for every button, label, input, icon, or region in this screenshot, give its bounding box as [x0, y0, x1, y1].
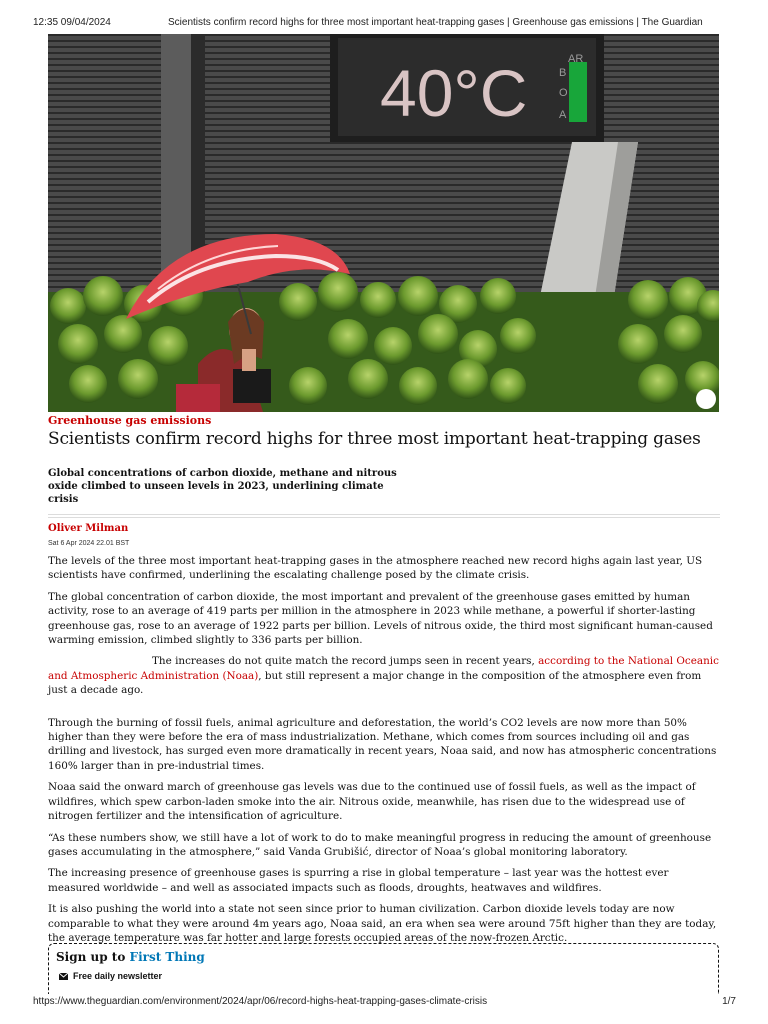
sign-letter-ar: AR: [568, 53, 584, 65]
page-number: 1/7: [722, 996, 736, 1007]
article: [48, 414, 720, 952]
print-datetime: 12:35 09/04/2024: [33, 17, 111, 28]
sign-letter-o: O: [559, 87, 568, 99]
article-body: [48, 554, 720, 945]
paragraph-2: The global concentration of carbon dioxide, the most important and prevalent of the greenhouse gases emitted by human activity, rose to an average of 419 parts per million in the atmosphere in 2023 while methane, a powerful if shorter-lasting greenhouse gas, rose to an average of 1922 parts per billion. Levels of nitrous oxide, the third most significant human-caused warming emission, climbed slightly to 336 parts per billion.: [48, 590, 713, 647]
author-byline[interactable]: Oliver Milman: [48, 523, 129, 534]
envelope-icon: [59, 972, 68, 980]
paragraph-5: Noaa said the onward march of greenhouse gas levels was due to the continued use of fossil fuels, as well as the impact of wildfires, which spew carbon-laden smoke into the air. Nitrous oxide, meanwhile, has risen due to the widespread use of nitrogen fertilizer and the intensification of agriculture.: [48, 781, 696, 823]
newsletter-name[interactable]: First Thing: [129, 950, 205, 964]
print-page-title: Scientists confirm record highs for three most important heat-trapping gases | Greenhouse gas emissions | The Guardian: [168, 17, 703, 28]
hero-photo: [48, 34, 719, 412]
publish-date: Sat 6 Apr 2024 22.01 BST: [48, 540, 130, 547]
signup-lead: Sign up to: [56, 950, 126, 964]
sign-temperature: 40°C: [380, 56, 528, 130]
print-url: https://www.theguardian.com/environment/2024/apr/06/record-highs-heat-trapping-gases-climate-crisis: [33, 996, 488, 1007]
paragraph-3-text-a: The increases do not quite match the record jumps seen in recent years,: [152, 655, 539, 668]
print-header: [0, 0, 768, 34]
noaa-link[interactable]: according to the National Oceanic and Atmospheric Administration (Noaa): [48, 655, 719, 682]
sign-letter-b: B: [559, 67, 567, 79]
hero-photo-illustration: [48, 34, 719, 412]
print-footer: [0, 992, 768, 1012]
paragraph-4: Through the burning of fossil fuels, animal agriculture and deforestation, the world’s CO2 levels are now more than 50% higher than they were before the era of mass industrialization. Methane, which comes from sources including oil and gas drilling and livestock, has surged even more dramatically in recent years, Noaa said, and now has atmospheric concentrations 160% larger than in pre-industrial times.: [48, 716, 717, 772]
article-headline: Scientists confirm record highs for three most important heat-trapping gases: [48, 429, 701, 449]
signup-heading: [56, 950, 205, 964]
paragraph-6: “As these numbers show, we still have a lot of work to do to make meaningful progress in reducing the amount of greenhouse gases accumulating in the atmosphere,” said Vanda Grubišić, director of Noaa’s global monitoring laboratory.: [48, 831, 712, 858]
byline-divider: [48, 514, 720, 520]
paragraph-3-text-b: , but still represent a major change in the composition of the atmosphere even from just a decade ago.: [48, 669, 702, 697]
newsletter-signup: [48, 943, 719, 994]
paragraph-1: The levels of the three most important heat-trapping gases in the atmosphere reached new record highs again last year, US scientists have confirmed, underlining the escalating challenge posed by the climate crisis.: [48, 555, 703, 582]
paragraph-3: [48, 654, 720, 697]
sign-letter-a: A: [559, 109, 567, 121]
newsletter-tagline: Free daily newsletter: [73, 971, 163, 981]
section-kicker[interactable]: Greenhouse gas emissions: [48, 414, 212, 427]
expand-image-button[interactable]: [696, 389, 716, 409]
paragraph-7: The increasing presence of greenhouse gases is spurring a rise in global temperature – last year was the hottest ever measured worldwide – and well as associated impacts such as floods, droughts, heatwaves and wildfires.: [48, 867, 669, 894]
newsletter-tagline-row: [59, 971, 162, 981]
article-standfirst: Global concentrations of carbon dioxide, methane and nitrous oxide climbed to unseen levels in 2023, underlining climate crisis: [48, 468, 397, 505]
paragraph-8: It is also pushing the world into a state not seen since prior to human civilization. Carbon dioxide levels today are now comparable to what they were around 4m years ago, Noaa said, an era when sea were around 75ft higher than they are today, the average temperature was far hotter and large forests occupied areas of the now-frozen Arctic.: [48, 903, 717, 944]
